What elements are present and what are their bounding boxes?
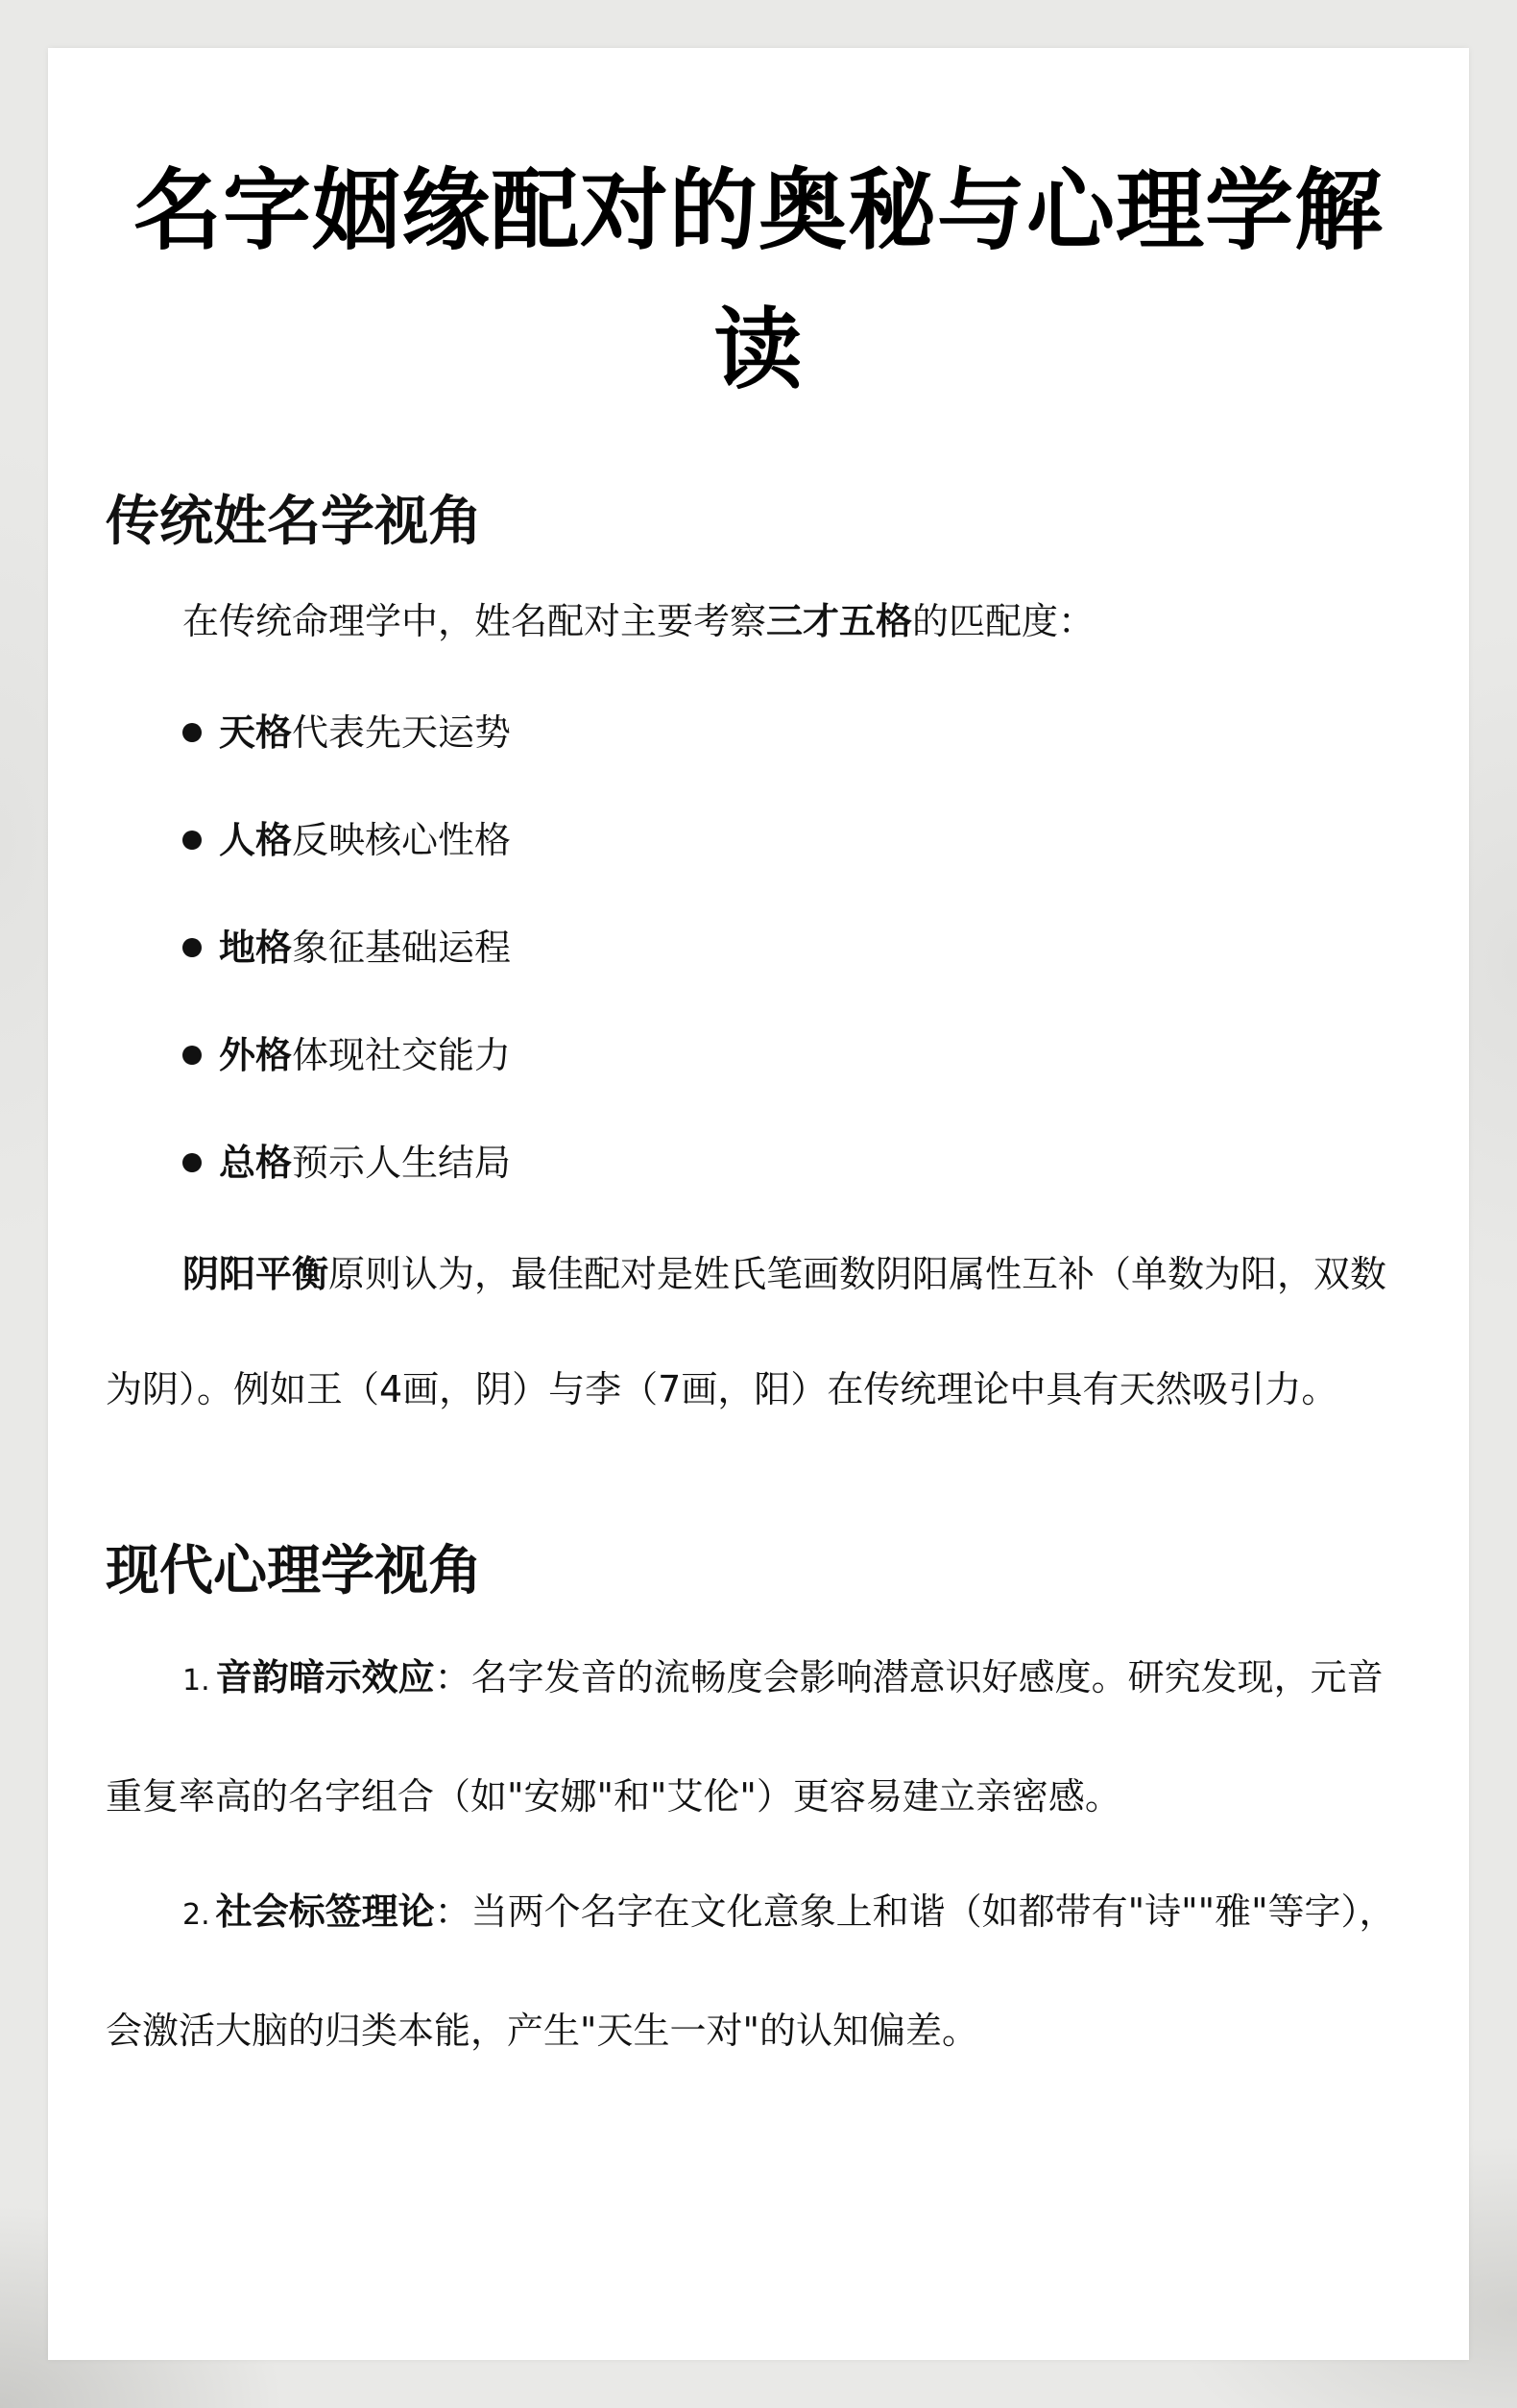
- bullet-dot-icon: [182, 938, 202, 957]
- numbered-item-term: 音韵暗示效应: [215, 1656, 435, 1698]
- intro-paragraph: [106, 564, 1411, 679]
- list-item: [106, 679, 1411, 786]
- list-item-desc: 反映核心性格: [292, 819, 512, 861]
- bullet-dot-icon: [182, 723, 202, 742]
- list-item-term: 天格: [219, 711, 293, 754]
- section-heading-traditional: 传统姓名学视角: [106, 491, 482, 553]
- list-item: [106, 894, 1411, 1001]
- list-item-desc: 代表先天运势: [292, 711, 512, 754]
- list-item-desc: 象征基础运程: [292, 927, 512, 969]
- bullet-dot-icon: [182, 1046, 202, 1065]
- list-item-term: 外格: [219, 1034, 293, 1076]
- yinyang-text: 原则认为，最佳配对是姓氏笔画数阴阳属性互补（单数为阳，双数为阴）。例如王（4画，阴）与李（7画，阳）在传统理论中具有天然吸引力。: [106, 1253, 1387, 1410]
- bullet-dot-icon: [182, 1153, 202, 1172]
- intro-text-pre: 在传统命理学中，姓名配对主要考察: [182, 600, 767, 642]
- numbered-item-text: ：当两个名字在文化意象上和谐（如都带有"诗""雅"等字），会激活大脑的归类本能，产生"天生一对"的认知偏差。: [106, 1890, 1396, 2052]
- list-item-desc: 预示人生结局: [292, 1142, 512, 1184]
- numbered-item: [106, 1620, 1411, 1854]
- intro-bold-term: 三才五格: [766, 600, 913, 642]
- article-title: 名字姻缘配对的奥秘与心理学解读: [132, 159, 1384, 401]
- bullet-dot-icon: [182, 831, 202, 850]
- list-item-term: 总格: [219, 1142, 293, 1184]
- list-item: [106, 786, 1411, 894]
- list-item-term: 人格: [219, 819, 293, 861]
- numbered-item-index: 2.: [182, 1898, 210, 1932]
- numbered-item-text: ：名字发音的流畅度会影响潜意识好感度。研究发现，元音重复率高的名字组合（如"安娜"和"艾伦"）更容易建立亲密感。: [106, 1656, 1384, 1818]
- numbered-item-index: 1.: [182, 1664, 210, 1698]
- intro-text-post: 的匹配度：: [912, 600, 1096, 642]
- numbered-item: [106, 1854, 1411, 2088]
- yinyang-paragraph: [106, 1216, 1411, 1447]
- list-item-desc: 体现社交能力: [292, 1034, 512, 1076]
- five-grids-list: [106, 679, 1411, 1216]
- list-item: [106, 1001, 1411, 1109]
- list-item-term: 地格: [219, 927, 293, 969]
- list-item: [106, 1109, 1411, 1216]
- section-heading-modern: 现代心理学视角: [106, 1540, 482, 1602]
- numbered-item-term: 社会标签理论: [215, 1890, 435, 1933]
- yinyang-bold-term: 阴阳平衡: [182, 1253, 329, 1295]
- article-card: [48, 48, 1469, 2360]
